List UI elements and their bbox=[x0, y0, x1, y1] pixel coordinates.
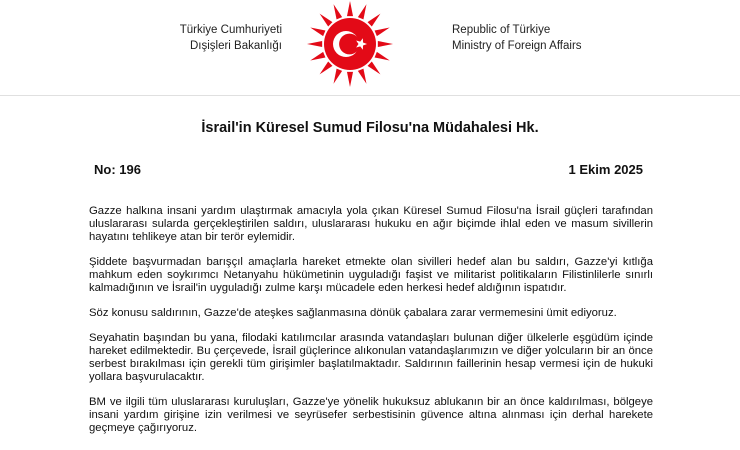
ministry-tr-line1: Türkiye Cumhuriyeti bbox=[179, 24, 282, 36]
seal-ray bbox=[320, 14, 333, 27]
seal-ray bbox=[310, 52, 325, 61]
ministry-tr-line2: Dışişleri Bakanlığı bbox=[189, 40, 282, 52]
paragraph-4: Seyahatin başından bu yana, filodaki katılımcılar arasında vatandaşları bulunan diğer ülkelerle eşgüdüm içinde hareket edilmektedir. Bu çerçevede, İsrail güçlerince alıkonulan vatandaşlarımızın ve diğer yolcuların bir an önce serbest bırakılması için gerekli tüm girişimler başlatılmaktadır. Saldırının faillerinin hesap vermesi için de hukuki yollara başvurulacaktır. bbox=[89, 332, 653, 383]
document-title: İsrail'in Küresel Sumud Filosu'na Müdahalesi Hk. bbox=[201, 120, 539, 136]
seal-ray bbox=[334, 4, 343, 19]
seal-ray bbox=[358, 4, 367, 19]
ministry-name-turkish bbox=[180, 22, 282, 54]
seal-ray bbox=[378, 41, 393, 47]
paragraph-3: Söz konusu saldırının, Gazze'de ateşkes sağlanmasına dönük çabalara zarar vermemesini ümit ediyoruz. bbox=[89, 306, 617, 319]
seal-ray bbox=[347, 72, 353, 87]
document-date: 1 Ekim 2025 bbox=[568, 162, 643, 177]
ministry-en-line1: Republic of Türkiye bbox=[452, 24, 551, 36]
ministry-name-english bbox=[452, 22, 582, 54]
seal-ray bbox=[375, 28, 390, 37]
seal-ray bbox=[334, 69, 343, 84]
seal-ray bbox=[368, 14, 381, 27]
seal-ray bbox=[375, 52, 390, 61]
seal-ray bbox=[310, 28, 325, 37]
ministry-en-line2: Ministry of Foreign Affairs bbox=[452, 40, 582, 52]
paragraph-2: Şiddete başvurmadan barışçıl amaçlarla hareket etmekte olan sivilleri hedef alan bu saldırı, Gazze'yi kıtlığa mahkum eden soykırımcı Netanyahu hükümetinin uyguladığı faşist ve militarist politikaların Filistinlilerle sınırlı kalmadığının ve İsrail'in uyguladığı zulme karşı mücadele eden herkesi hedef aldığının ispatıdır. bbox=[89, 255, 653, 294]
seal-ray bbox=[368, 62, 381, 75]
seal-ray bbox=[358, 69, 367, 84]
letterhead bbox=[0, 0, 740, 96]
document-number: No: 196 bbox=[94, 162, 141, 177]
paragraph-1: Gazze halkına insani yardım ulaştırmak amacıyla yola çıkan Küresel Sumud Filosu'na İsrail güçleri tarafından uluslararası sularda gerçekleştirilen saldırı, uluslararası hukuku en ağır biçimde ihlal eden ve masum sivillerin hayatını tehlikeye atan bir terör eylemidir. bbox=[89, 205, 653, 243]
seal-ray bbox=[347, 1, 353, 16]
paragraph-5: BM ve ilgili tüm uluslararası kuruluşları, Gazze'ye yönelik hukuksuz ablukanın bir an önce kaldırılması, bölgeye insani yardım girişine izin verilmesi ve seyrüsefer serbestisinin güvence altına alınması için derhal harekete geçmeye çağırıyoruz. bbox=[89, 396, 653, 434]
star-and-crescent-seal-icon bbox=[306, 0, 394, 88]
seal-ray bbox=[307, 41, 322, 47]
document-body bbox=[89, 205, 653, 447]
seal-ray bbox=[320, 62, 333, 75]
